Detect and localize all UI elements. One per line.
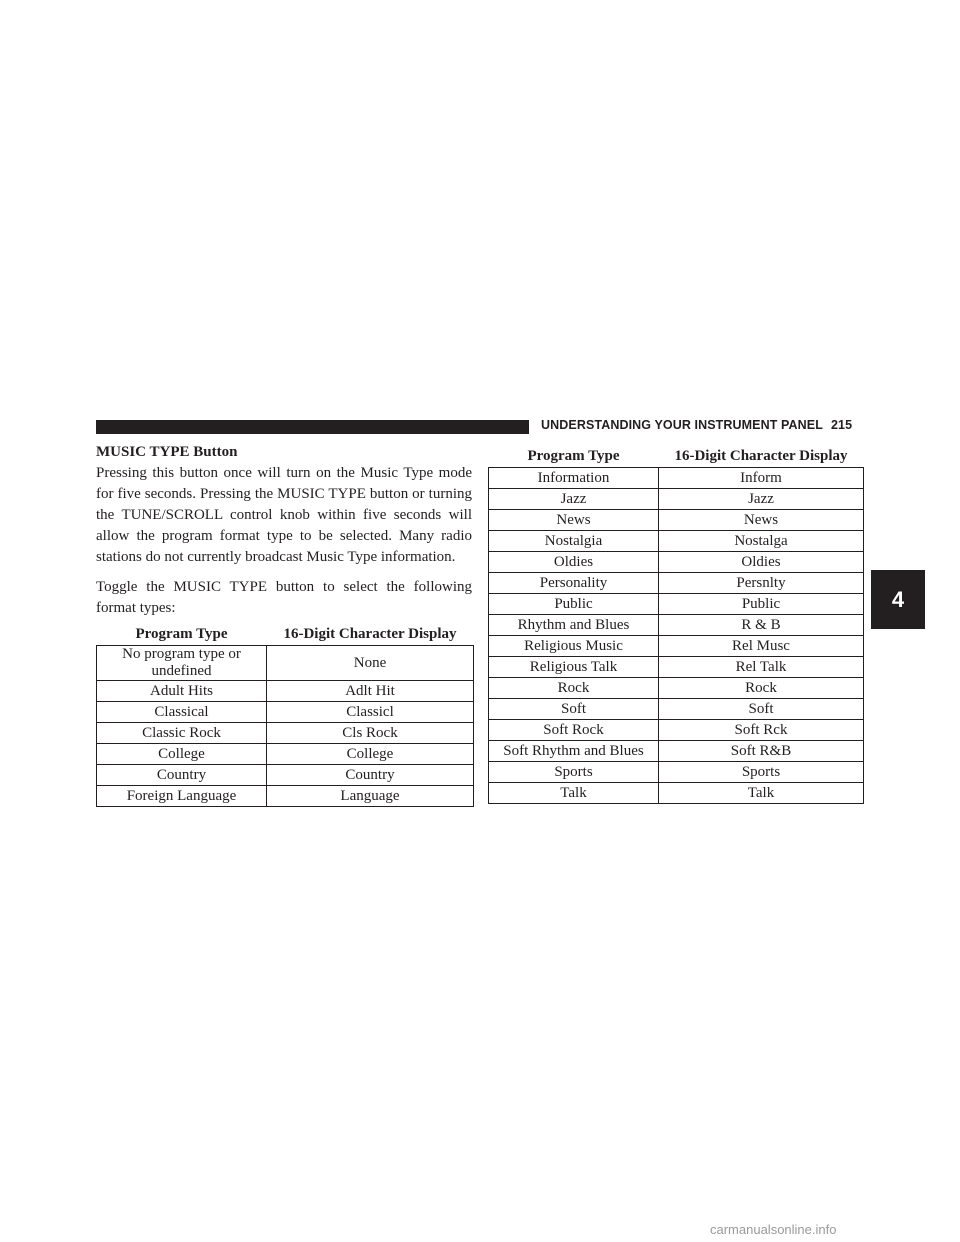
running-header: [541, 418, 852, 432]
display-cell: None: [267, 646, 474, 681]
table-row: [489, 783, 864, 804]
table-row: [489, 762, 864, 783]
program-type-cell: Soft: [489, 699, 659, 720]
program-type-cell: Public: [489, 594, 659, 615]
program-type-cell: Personality: [489, 573, 659, 594]
table-row: [489, 531, 864, 552]
program-type-cell: Oldies: [489, 552, 659, 573]
program-type-cell: Sports: [489, 762, 659, 783]
display-cell: News: [659, 510, 864, 531]
display-cell: Country: [267, 765, 474, 786]
section-title-header: UNDERSTANDING YOUR INSTRUMENT PANEL: [541, 418, 823, 432]
table-row: [97, 723, 474, 744]
display-cell: Classicl: [267, 702, 474, 723]
column-header-program-type: Program Type: [97, 624, 267, 646]
table-row: [489, 552, 864, 573]
table-row: [97, 702, 474, 723]
display-cell: Rock: [659, 678, 864, 699]
header-rule: [96, 420, 529, 434]
display-cell: Language: [267, 786, 474, 807]
display-cell: Rel Musc: [659, 636, 864, 657]
display-cell: Talk: [659, 783, 864, 804]
table-header-row: [489, 446, 864, 468]
display-cell: Persnlty: [659, 573, 864, 594]
program-type-cell: Rock: [489, 678, 659, 699]
program-type-cell: Nostalgia: [489, 531, 659, 552]
table-row: [489, 468, 864, 489]
page-number: 215: [830, 418, 853, 432]
program-type-cell: Soft Rhythm and Blues: [489, 741, 659, 762]
column-header-program-type: Program Type: [489, 446, 659, 468]
table-row: [489, 699, 864, 720]
program-type-cell: Talk: [489, 783, 659, 804]
program-type-cell: College: [97, 744, 267, 765]
display-cell: Public: [659, 594, 864, 615]
program-type-cell: Classical: [97, 702, 267, 723]
display-cell: Soft: [659, 699, 864, 720]
display-cell: Cls Rock: [267, 723, 474, 744]
program-type-cell: Religious Music: [489, 636, 659, 657]
section-heading: MUSIC TYPE Button: [96, 444, 238, 460]
display-cell: Inform: [659, 468, 864, 489]
table-header-row: [97, 624, 474, 646]
table-row: [489, 741, 864, 762]
table-row: [489, 489, 864, 510]
table-row: [489, 678, 864, 699]
display-cell: Sports: [659, 762, 864, 783]
paragraph-description: Pressing this button once will turn on the Music Type mode for five seconds. Pressing the MUSIC TYPE button or turning the TUNE/SCROLL control knob within five seconds will allow the program format type to be selected. Many radio stations do not currently broadcast Music Type information.: [96, 465, 472, 565]
table-row: [489, 657, 864, 678]
table-row: [97, 786, 474, 807]
table-row: [489, 615, 864, 636]
display-cell: Soft R&B: [659, 741, 864, 762]
program-type-cell: Religious Talk: [489, 657, 659, 678]
display-cell: Oldies: [659, 552, 864, 573]
program-type-cell: Rhythm and Blues: [489, 615, 659, 636]
column-header-display: 16-Digit Character Display: [659, 446, 864, 468]
column-header-display: 16-Digit Character Display: [267, 624, 474, 646]
display-cell: Adlt Hit: [267, 681, 474, 702]
program-type-cell: Classic Rock: [97, 723, 267, 744]
display-cell: Nostalga: [659, 531, 864, 552]
program-type-cell: Foreign Language: [97, 786, 267, 807]
table-row: [489, 720, 864, 741]
program-type-cell: News: [489, 510, 659, 531]
table-row: [489, 573, 864, 594]
program-type-cell: Information: [489, 468, 659, 489]
table-row: [97, 744, 474, 765]
program-type-cell: Jazz: [489, 489, 659, 510]
table-row: [489, 510, 864, 531]
table-row: [489, 636, 864, 657]
table-row: [489, 594, 864, 615]
program-type-cell: Adult Hits: [97, 681, 267, 702]
program-type-cell: No program type or undefined: [97, 646, 267, 681]
chapter-tab: 4: [871, 570, 925, 629]
program-type-cell: Country: [97, 765, 267, 786]
display-cell: Soft Rck: [659, 720, 864, 741]
left-column: [96, 442, 472, 619]
table-row: [97, 646, 474, 681]
display-cell: College: [267, 744, 474, 765]
table-row: [97, 681, 474, 702]
program-type-table-left: [96, 624, 474, 807]
display-cell: Rel Talk: [659, 657, 864, 678]
paragraph-instruction: Toggle the MUSIC TYPE button to select the following format types:: [96, 579, 472, 616]
program-type-cell: Soft Rock: [489, 720, 659, 741]
table-row: [97, 765, 474, 786]
display-cell: R & B: [659, 615, 864, 636]
program-type-table-right: [488, 446, 864, 804]
watermark-text: carmanualsonline.info: [710, 1222, 837, 1237]
display-cell: Jazz: [659, 489, 864, 510]
